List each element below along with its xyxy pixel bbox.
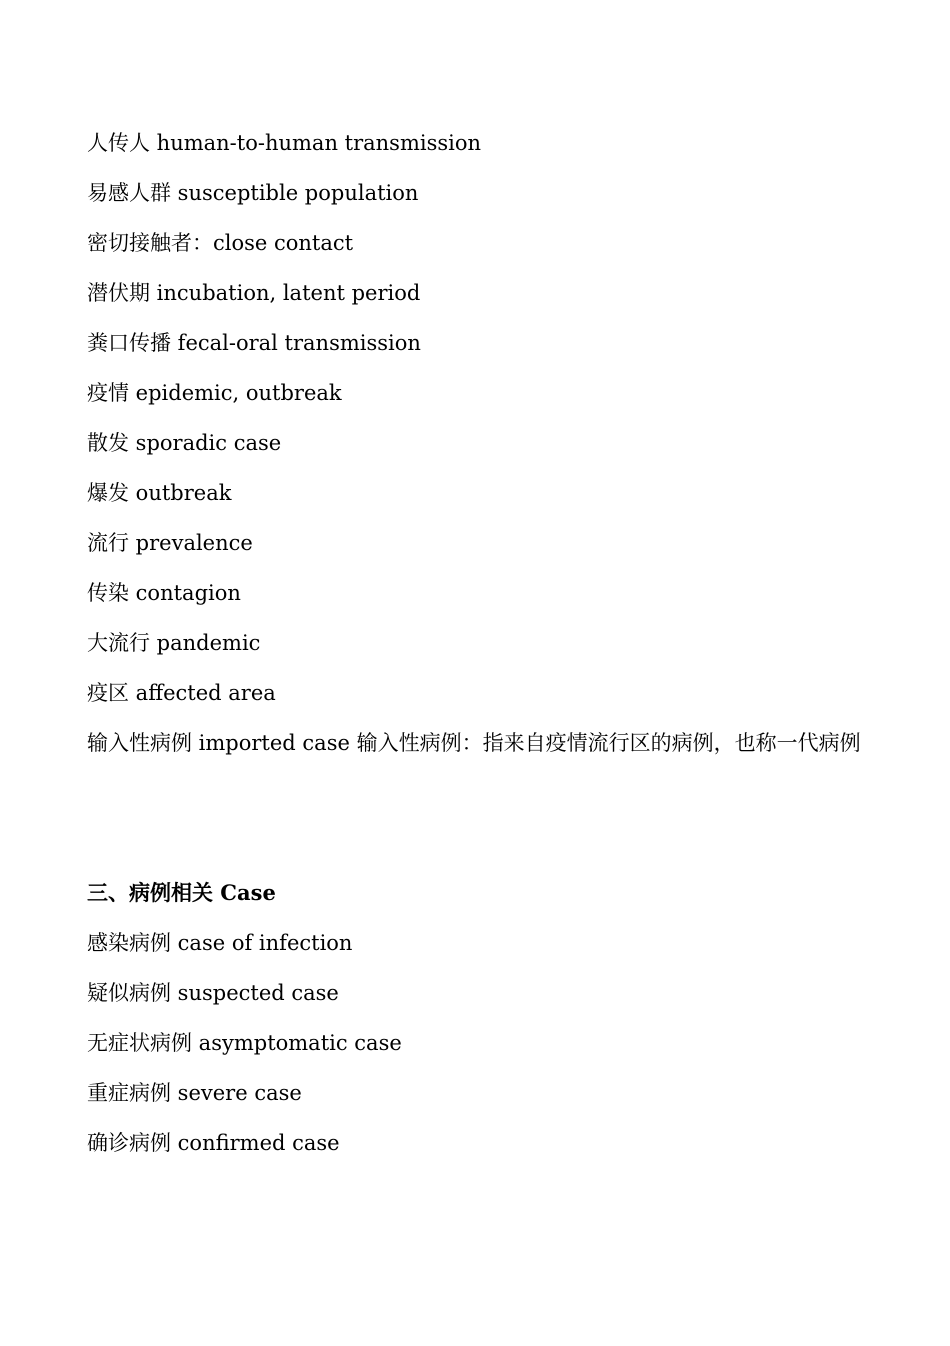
- term-line: 大流行 pandemic: [87, 631, 261, 655]
- term-line: 疫情 epidemic, outbreak: [87, 381, 342, 405]
- term-line: 潜伏期 incubation, latent period: [87, 281, 421, 305]
- term-line: 疑似病例 suspected case: [87, 981, 339, 1005]
- term-line: 传染 contagion: [87, 581, 241, 605]
- term-line: 爆发 outbreak: [87, 481, 232, 505]
- term-line-imported-case: 输入性病例 imported case 输入性病例：指来自疫情流行区的病例，也称一代病例: [87, 731, 861, 755]
- term-line: 易感人群 susceptible population: [87, 181, 419, 205]
- term-line: 疫区 affected area: [87, 681, 276, 705]
- term-line: 确诊病例 confirmed case: [87, 1131, 340, 1155]
- term-line: 散发 sporadic case: [87, 431, 282, 455]
- section-heading: 三、病例相关 Case: [87, 880, 276, 905]
- section-spacer: [87, 768, 872, 868]
- term-line: 粪口传播 fecal-oral transmission: [87, 331, 421, 355]
- term-line: 无症状病例 asymptomatic case: [87, 1031, 402, 1055]
- term-line: 流行 prevalence: [87, 531, 253, 555]
- document-page: [87, 118, 872, 1168]
- term-line: 感染病例 case of infection: [87, 931, 353, 955]
- term-line: 人传人 human-to-human transmission: [87, 131, 482, 155]
- term-line: 密切接触者：close contact: [87, 231, 354, 255]
- term-line: 重症病例 severe case: [87, 1081, 302, 1105]
